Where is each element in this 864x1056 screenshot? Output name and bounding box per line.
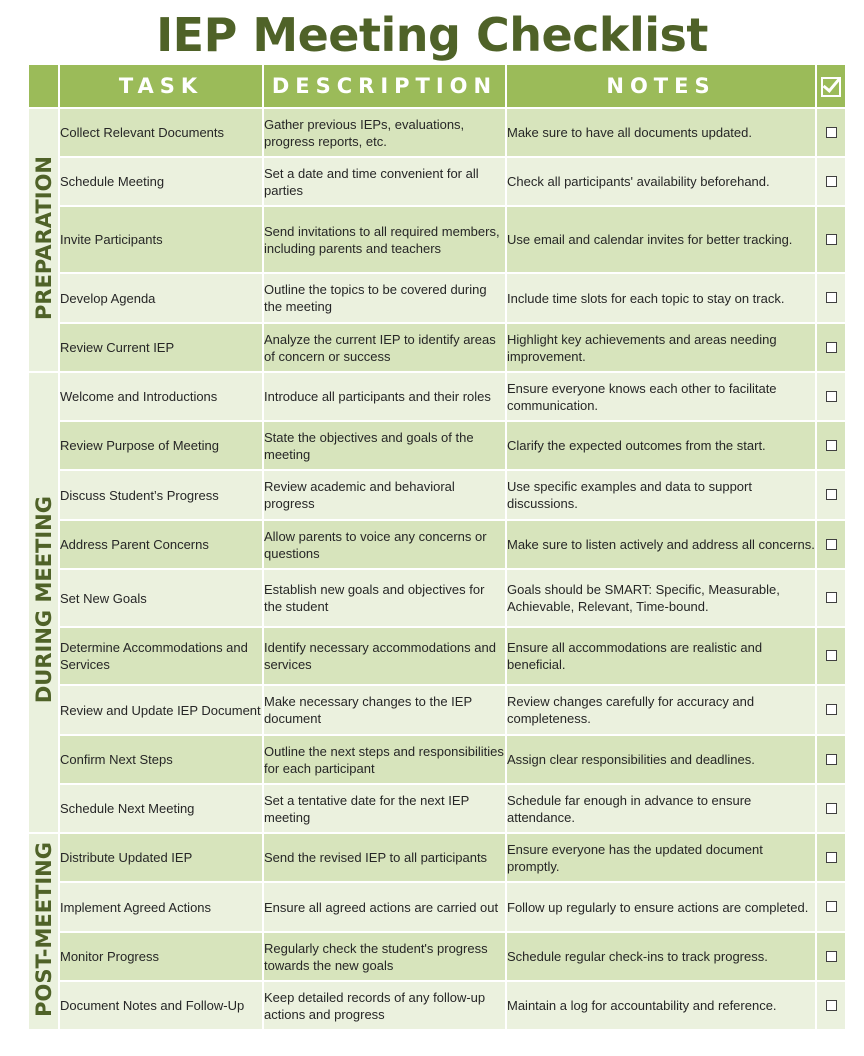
task-checkbox[interactable] xyxy=(826,489,837,500)
task-checkbox[interactable] xyxy=(826,754,837,765)
phase-label: DURING MEETING xyxy=(31,496,56,704)
table-row xyxy=(28,569,846,627)
task-checkbox[interactable] xyxy=(826,803,837,814)
task-checkbox[interactable] xyxy=(826,234,837,245)
checkbox-cell xyxy=(816,157,846,206)
header-notes: NOTES xyxy=(506,64,816,108)
notes-cell: Highlight key achievements and areas needing improvement. xyxy=(506,323,816,372)
description-cell: Outline the topics to be covered during the meeting xyxy=(263,273,506,323)
description-cell: Regularly check the student's progress towards the new goals xyxy=(263,932,506,981)
phase-label: PREPARATION xyxy=(31,155,56,320)
notes-cell: Use specific examples and data to support discussions. xyxy=(506,470,816,520)
task-checkbox[interactable] xyxy=(826,539,837,550)
task-checkbox[interactable] xyxy=(826,391,837,402)
checklist-table xyxy=(27,63,847,1031)
table-row xyxy=(28,833,846,882)
description-cell: Send invitations to all required members, including parents and teachers xyxy=(263,206,506,273)
checkbox-cell xyxy=(816,421,846,470)
checkbox-cell xyxy=(816,520,846,569)
notes-cell: Check all participants' availability beforehand. xyxy=(506,157,816,206)
notes-cell: Make sure to have all documents updated. xyxy=(506,108,816,157)
description-cell: Establish new goals and objectives for the student xyxy=(263,569,506,627)
task-checkbox[interactable] xyxy=(826,127,837,138)
checkbox-cell xyxy=(816,470,846,520)
description-cell: Review academic and behavioral progress xyxy=(263,470,506,520)
notes-cell: Use email and calendar invites for better tracking. xyxy=(506,206,816,273)
checkbox-cell xyxy=(816,882,846,932)
checkbox-cell xyxy=(816,833,846,882)
task-cell: Monitor Progress xyxy=(59,932,263,981)
notes-cell: Include time slots for each topic to stay on track. xyxy=(506,273,816,323)
checkbox-cell xyxy=(816,206,846,273)
description-cell: Set a date and time convenient for all parties xyxy=(263,157,506,206)
notes-cell: Maintain a log for accountability and reference. xyxy=(506,981,816,1030)
table-row xyxy=(28,981,846,1030)
header-check xyxy=(816,64,846,108)
checkbox-cell xyxy=(816,569,846,627)
table-row xyxy=(28,323,846,372)
table-row xyxy=(28,685,846,735)
checkbox-cell xyxy=(816,685,846,735)
checkbox-cell xyxy=(816,981,846,1030)
phase-cell xyxy=(28,372,59,833)
task-cell: Invite Participants xyxy=(59,206,263,273)
task-checkbox[interactable] xyxy=(826,292,837,303)
table-row xyxy=(28,882,846,932)
task-cell: Set New Goals xyxy=(59,569,263,627)
task-cell: Review and Update IEP Document xyxy=(59,685,263,735)
checkbox-cell xyxy=(816,627,846,685)
task-cell: Collect Relevant Documents xyxy=(59,108,263,157)
description-cell: Set a tentative date for the next IEP meeting xyxy=(263,784,506,833)
notes-cell: Assign clear responsibilities and deadlines. xyxy=(506,735,816,784)
phase-cell xyxy=(28,833,59,1030)
notes-cell: Ensure everyone has the updated document promptly. xyxy=(506,833,816,882)
table-row xyxy=(28,627,846,685)
task-cell: Schedule Next Meeting xyxy=(59,784,263,833)
task-checkbox[interactable] xyxy=(826,592,837,603)
task-cell: Develop Agenda xyxy=(59,273,263,323)
notes-cell: Schedule far enough in advance to ensure attendance. xyxy=(506,784,816,833)
task-checkbox[interactable] xyxy=(826,440,837,451)
phase-label: POST-MEETING xyxy=(31,841,56,1017)
task-cell: Discuss Student’s Progress xyxy=(59,470,263,520)
task-checkbox[interactable] xyxy=(826,1000,837,1011)
task-checkbox[interactable] xyxy=(826,901,837,912)
checkbox-cell xyxy=(816,108,846,157)
notes-cell: Schedule regular check-ins to track progress. xyxy=(506,932,816,981)
task-cell: Determine Accommodations and Services xyxy=(59,627,263,685)
description-cell: Outline the next steps and responsibilities for each participant xyxy=(263,735,506,784)
task-cell: Document Notes and Follow-Up xyxy=(59,981,263,1030)
description-cell: Gather previous IEPs, evaluations, progress reports, etc. xyxy=(263,108,506,157)
description-cell: Analyze the current IEP to identify areas of concern or success xyxy=(263,323,506,372)
table-row xyxy=(28,372,846,421)
description-cell: Allow parents to voice any concerns or questions xyxy=(263,520,506,569)
checkbox-cell xyxy=(816,273,846,323)
notes-cell: Clarify the expected outcomes from the start. xyxy=(506,421,816,470)
header-task: TASK xyxy=(59,64,263,108)
checkbox-cell xyxy=(816,735,846,784)
description-cell: Send the revised IEP to all participants xyxy=(263,833,506,882)
notes-cell: Ensure everyone knows each other to facilitate communication. xyxy=(506,372,816,421)
checkbox-cell xyxy=(816,323,846,372)
description-cell: Make necessary changes to the IEP document xyxy=(263,685,506,735)
phase-cell xyxy=(28,108,59,372)
description-cell: State the objectives and goals of the meeting xyxy=(263,421,506,470)
notes-cell: Make sure to listen actively and address all concerns. xyxy=(506,520,816,569)
task-checkbox[interactable] xyxy=(826,176,837,187)
description-cell: Ensure all agreed actions are carried out xyxy=(263,882,506,932)
task-cell: Review Current IEP xyxy=(59,323,263,372)
notes-cell: Goals should be SMART: Specific, Measurable, Achievable, Relevant, Time-bound. xyxy=(506,569,816,627)
page-title: IEP Meeting Checklist xyxy=(156,8,708,62)
table-row xyxy=(28,273,846,323)
checkbox-cell xyxy=(816,372,846,421)
header-description: DESCRIPTION xyxy=(263,64,506,108)
description-cell: Keep detailed records of any follow-up actions and progress xyxy=(263,981,506,1030)
notes-cell: Follow up regularly to ensure actions are completed. xyxy=(506,882,816,932)
description-cell: Identify necessary accommodations and services xyxy=(263,627,506,685)
checkbox-cell xyxy=(816,784,846,833)
header-phase-spacer xyxy=(28,64,59,108)
table-row xyxy=(28,735,846,784)
task-cell: Distribute Updated IEP xyxy=(59,833,263,882)
checkbox-cell xyxy=(816,932,846,981)
task-cell: Confirm Next Steps xyxy=(59,735,263,784)
table-row xyxy=(28,421,846,470)
task-cell: Review Purpose of Meeting xyxy=(59,421,263,470)
table-row xyxy=(28,932,846,981)
checked-box-icon xyxy=(821,77,841,97)
table-row xyxy=(28,108,846,157)
task-cell: Welcome and Introductions xyxy=(59,372,263,421)
header-row xyxy=(28,64,846,108)
description-cell: Introduce all participants and their roles xyxy=(263,372,506,421)
table-row xyxy=(28,206,846,273)
task-cell: Address Parent Concerns xyxy=(59,520,263,569)
task-checkbox[interactable] xyxy=(826,852,837,863)
table-row xyxy=(28,470,846,520)
table-row xyxy=(28,520,846,569)
table-row xyxy=(28,784,846,833)
task-cell: Schedule Meeting xyxy=(59,157,263,206)
task-checkbox[interactable] xyxy=(826,650,837,661)
task-checkbox[interactable] xyxy=(826,704,837,715)
notes-cell: Review changes carefully for accuracy and completeness. xyxy=(506,685,816,735)
task-checkbox[interactable] xyxy=(826,951,837,962)
notes-cell: Ensure all accommodations are realistic and beneficial. xyxy=(506,627,816,685)
table-row xyxy=(28,157,846,206)
task-checkbox[interactable] xyxy=(826,342,837,353)
task-cell: Implement Agreed Actions xyxy=(59,882,263,932)
